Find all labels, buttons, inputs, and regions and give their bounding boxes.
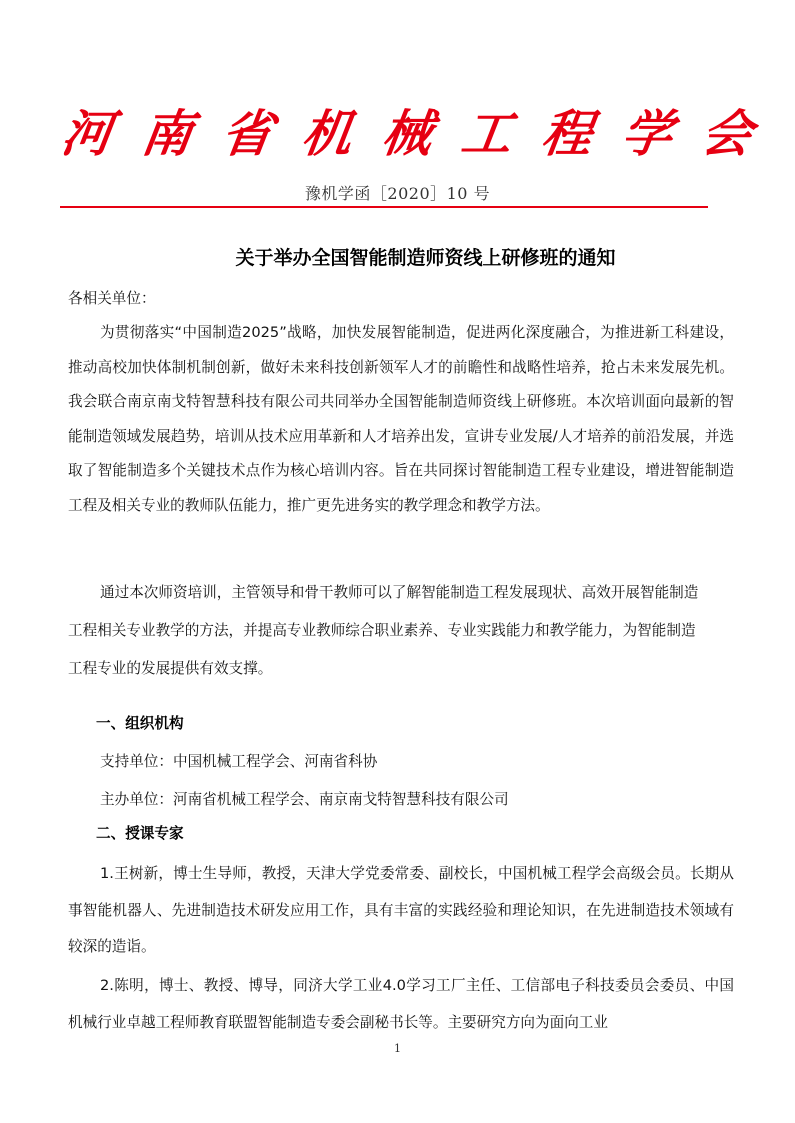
document-number: 豫机学函［2020］10 号 [304, 184, 491, 203]
masthead-char: 省 [217, 104, 277, 163]
masthead-char: 工 [457, 104, 517, 163]
page-number: 1 [394, 1042, 401, 1055]
document-title: 关于举办全国智能制造师资线上研修班的通知 [235, 247, 616, 269]
masthead-char: 机 [297, 104, 357, 163]
section-heading: 二、授课专家 [96, 825, 184, 842]
masthead-char: 学 [617, 104, 677, 163]
section-heading: 一、组织机构 [96, 715, 184, 732]
header-divider [60, 206, 708, 208]
expert-entry: 1.王树新，博士生导师，教授，天津大学党委常委、副校长，中国机械工程学会高级会员。长期从事智能机器人、先进制造技术研发应用工作，具有丰富的实践经验和理论知识，在先进制造技术领域有较深的造诣。 [68, 865, 734, 955]
organization-masthead [57, 102, 757, 166]
paragraph: 为贯彻落实“中国制造2025”战略，加快发展智能制造，促进两化深度融合，为推进新工科建设，推动高校加快体制机制创新，做好未来科技创新领军人才的前瞻性和战略性培养，抢占未来发展先机。我会联合南京南戈特智慧科技有限公司共同举办全国智能制造师资线上研修班。本次培训面向最新的智能制造领域发展趋势，培训从技术应用革新和人才培养出发，宣讲专业发展/人才培养的前沿发展，并选取了智能制造多个关键技术点作为核心培训内容。旨在共同探讨智能制造工程专业建设，增进智能制造工程及相关专业的教师队伍能力，推广更先进务实的教学理念和教学方法。 [68, 324, 734, 514]
masthead-char: 南 [137, 104, 197, 163]
masthead-char: 械 [377, 104, 437, 163]
organization-item: 支持单位：中国机械工程学会、河南省科协 [100, 753, 378, 770]
expert-entry: 2.陈明，博士、教授、博导，同济大学工业4.0学习工厂主任、工信部电子科技委员会委员、中国机械行业卓越工程师教育联盟智能制造专委会副秘书长等。主要研究方向为面向工业 [68, 977, 734, 1031]
masthead-char: 程 [537, 104, 597, 163]
masthead-char: 会 [697, 104, 757, 163]
salutation: 各相关单位： [68, 290, 156, 307]
masthead-char: 河 [57, 104, 117, 163]
paragraph: 通过本次师资培训，主管领导和骨干教师可以了解智能制造工程发展现状、高效开展智能制造工程相关专业教学的方法，并提高专业教师综合职业素养、专业实践能力和教学能力，为智能制造工程专业的发展提供有效支撑。 [68, 584, 699, 677]
organization-item: 主办单位：河南省机械工程学会、南京南戈特智慧科技有限公司 [100, 791, 509, 808]
